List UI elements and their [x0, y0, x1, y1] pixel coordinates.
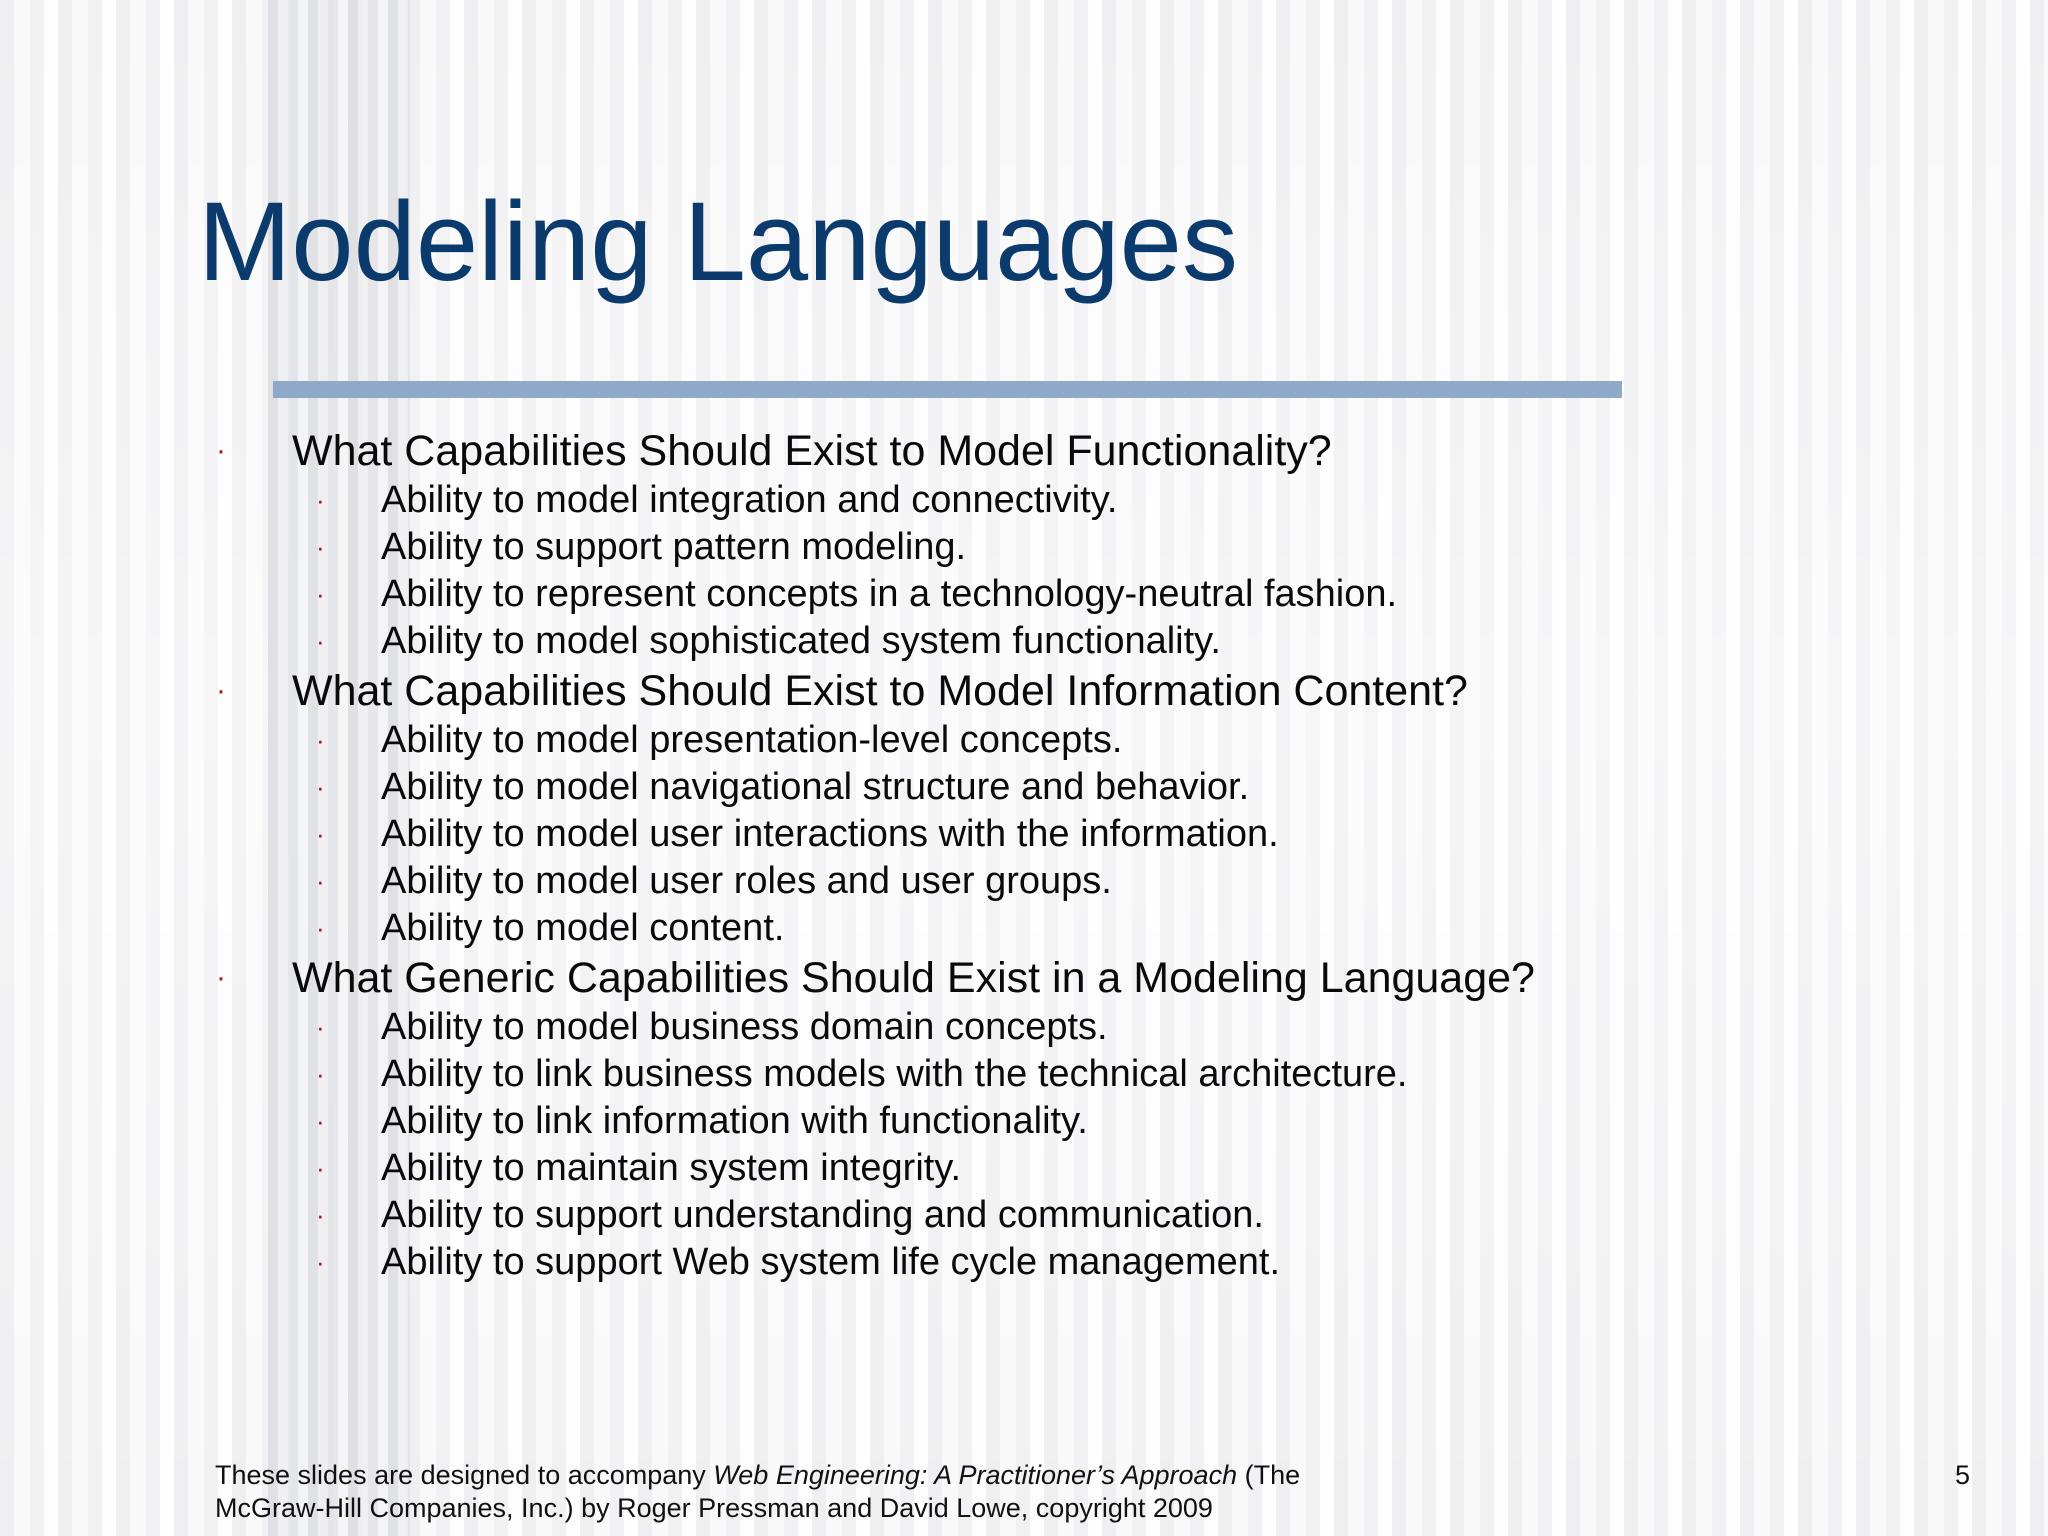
list-item-text: Ability to represent concepts in a technology-neutral fashion. — [381, 573, 1398, 615]
section-heading-text: What Capabilities Should Exist to Model Information Content? — [292, 667, 1468, 715]
list-item-text: Ability to model presentation-level concepts. — [381, 719, 1123, 761]
list-item — [0, 524, 2048, 571]
list-item-text: Ability to model user roles and user groups. — [381, 860, 1112, 902]
list-item — [0, 571, 2048, 618]
footer-line-2: McGraw-Hill Companies, Inc.) by Roger Pressman and David Lowe, copyright 2009 — [215, 1493, 1213, 1523]
list-item — [0, 811, 2048, 858]
list-item — [0, 717, 2048, 764]
list-item-text: Ability to model integration and connectivity. — [381, 479, 1118, 521]
bullet-icon: · — [316, 485, 325, 515]
list-item — [0, 1239, 2048, 1286]
list-item-text: Ability to model business domain concepts. — [381, 1006, 1108, 1048]
list-item-text: Ability to model sophisticated system functionality. — [381, 620, 1221, 662]
bullet-icon: · — [316, 772, 325, 802]
slide-title: Modeling Languages — [198, 179, 1238, 304]
list-item-text: Ability to support pattern modeling. — [381, 526, 967, 568]
list-item-text: Ability to maintain system integrity. — [381, 1147, 962, 1189]
footer-prefix: These slides are designed to accompany — [215, 1460, 714, 1490]
title-divider — [273, 381, 1622, 398]
bullet-icon: · — [316, 866, 325, 896]
bullet-icon: · — [316, 626, 325, 656]
footer-suffix: (The — [1237, 1460, 1301, 1490]
list-item — [0, 905, 2048, 952]
list-item — [0, 1098, 2048, 1145]
bullet-list — [0, 425, 2048, 1286]
bullet-icon: · — [316, 1012, 325, 1042]
list-item-text: Ability to support understanding and communication. — [381, 1194, 1264, 1236]
bullet-icon: · — [316, 1106, 325, 1136]
list-item-text: Ability to model content. — [381, 907, 785, 949]
section-heading — [0, 425, 2048, 477]
bullet-icon: · — [216, 674, 226, 707]
list-item — [0, 618, 2048, 665]
list-item — [0, 1051, 2048, 1098]
bullet-icon: · — [316, 1153, 325, 1183]
section-heading-text: What Generic Capabilities Should Exist in a Modeling Language? — [292, 954, 1535, 1002]
footer-citation — [215, 1459, 1300, 1525]
list-item-text: Ability to support Web system life cycle management. — [381, 1241, 1281, 1283]
bullet-icon: · — [316, 1247, 325, 1277]
bullet-icon: · — [216, 434, 226, 467]
list-item — [0, 1192, 2048, 1239]
list-item — [0, 764, 2048, 811]
list-item — [0, 1004, 2048, 1051]
list-item — [0, 1145, 2048, 1192]
page-number: 5 — [1954, 1460, 1970, 1490]
footer-book-title: Web Engineering: A Practitioner’s Approach — [713, 1460, 1238, 1490]
bullet-icon: · — [316, 725, 325, 755]
bullet-icon: · — [316, 819, 325, 849]
bullet-icon: · — [216, 961, 226, 994]
section-heading — [0, 665, 2048, 717]
bullet-icon: · — [316, 579, 325, 609]
section-heading — [0, 952, 2048, 1004]
list-item — [0, 477, 2048, 524]
bullet-icon: · — [316, 913, 325, 943]
section-heading-text: What Capabilities Should Exist to Model Functionality? — [292, 427, 1332, 475]
list-item-text: Ability to model navigational structure and behavior. — [381, 766, 1250, 808]
list-item-text: Ability to link information with functionality. — [381, 1100, 1088, 1142]
bullet-icon: · — [316, 532, 325, 562]
bullet-icon: · — [316, 1200, 325, 1230]
bullet-icon: · — [316, 1059, 325, 1089]
list-item-text: Ability to link business models with the technical architecture. — [381, 1053, 1408, 1095]
list-item-text: Ability to model user interactions with the information. — [381, 813, 1279, 855]
list-item — [0, 858, 2048, 905]
